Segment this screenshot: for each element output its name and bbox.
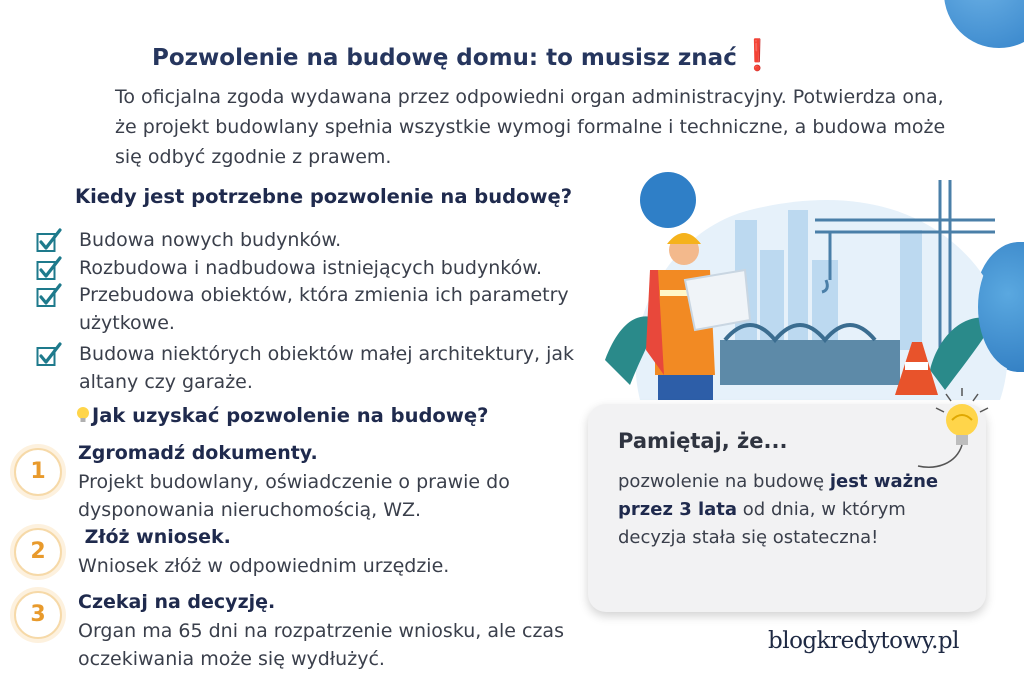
checkbox-checked-icon: [36, 342, 64, 368]
intro-paragraph: To oficjalna zgoda wydawana przez odpowiedni organ administracyjny. Potwierdza ona, że projekt budowlany spełnia wszystkie wymogi formalne i techniczne, a budowa może się odbyć zgodnie z prawem.: [115, 86, 946, 168]
checkbox-checked-icon: [36, 228, 64, 254]
when-list: [36, 227, 596, 396]
step-title: Złóż wniosek.: [78, 526, 231, 548]
remember-title: Pamiętaj, że...: [618, 429, 788, 453]
step-text: Wniosek złóż w odpowiednim urzędzie.: [78, 555, 450, 577]
step-number-badge: 1: [14, 448, 62, 496]
remember-text: pozwolenie na budowę jest ważne przez 3 lata od dnia, w którym decyzja stała się ostateczna!: [618, 471, 939, 548]
checkbox-checked-icon: [36, 256, 64, 282]
step-number-badge: 2: [14, 528, 62, 576]
checkbox-checked-icon: [36, 283, 64, 309]
exclamation-icon: ❗: [738, 38, 777, 73]
list-item: [36, 282, 596, 337]
step-text: Organ ma 65 dni na rozpatrzenie wniosku, ale czas oczekiwania może się wydłużyć.: [78, 620, 564, 670]
step-number-badge: 3: [14, 591, 62, 639]
list-item: [36, 341, 596, 396]
brand-logo: blogkredytowy.pl: [768, 628, 960, 654]
page-title: Pozwolenie na budowę domu: to musisz znać❗: [152, 38, 777, 73]
decorative-circle: [944, 0, 1024, 48]
construction-worker-illustration: [600, 170, 1024, 410]
list-item-text: Rozbudowa i nadbudowa istniejących budynków.: [79, 256, 543, 279]
list-item: [36, 227, 596, 255]
list-item-text: Budowa nowych budynków.: [79, 229, 342, 251]
list-item-text: Budowa niektórych obiektów małej architektury, jak altany czy garaże.: [79, 343, 575, 393]
when-heading: Kiedy jest potrzebne pozwolenie na budowę?: [75, 185, 573, 208]
remember-highlight: jest ważne przez 3 lata: [618, 471, 939, 520]
step-title: Czekaj na decyzję.: [78, 591, 276, 613]
list-item: [36, 255, 596, 283]
how-heading: Jak uzyskać pozwolenie na budowę?: [76, 404, 488, 427]
step-text: Projekt budowlany, oświadczenie o prawie do dysponowania nieruchomością, WZ.: [78, 471, 510, 521]
step-title: Zgromadź dokumenty.: [78, 442, 318, 464]
list-item-text: Przebudowa obiektów, która zmienia ich parametry użytkowe.: [79, 284, 569, 334]
lightbulb-icon: [76, 406, 90, 424]
lightbulb-icon: [916, 384, 996, 474]
